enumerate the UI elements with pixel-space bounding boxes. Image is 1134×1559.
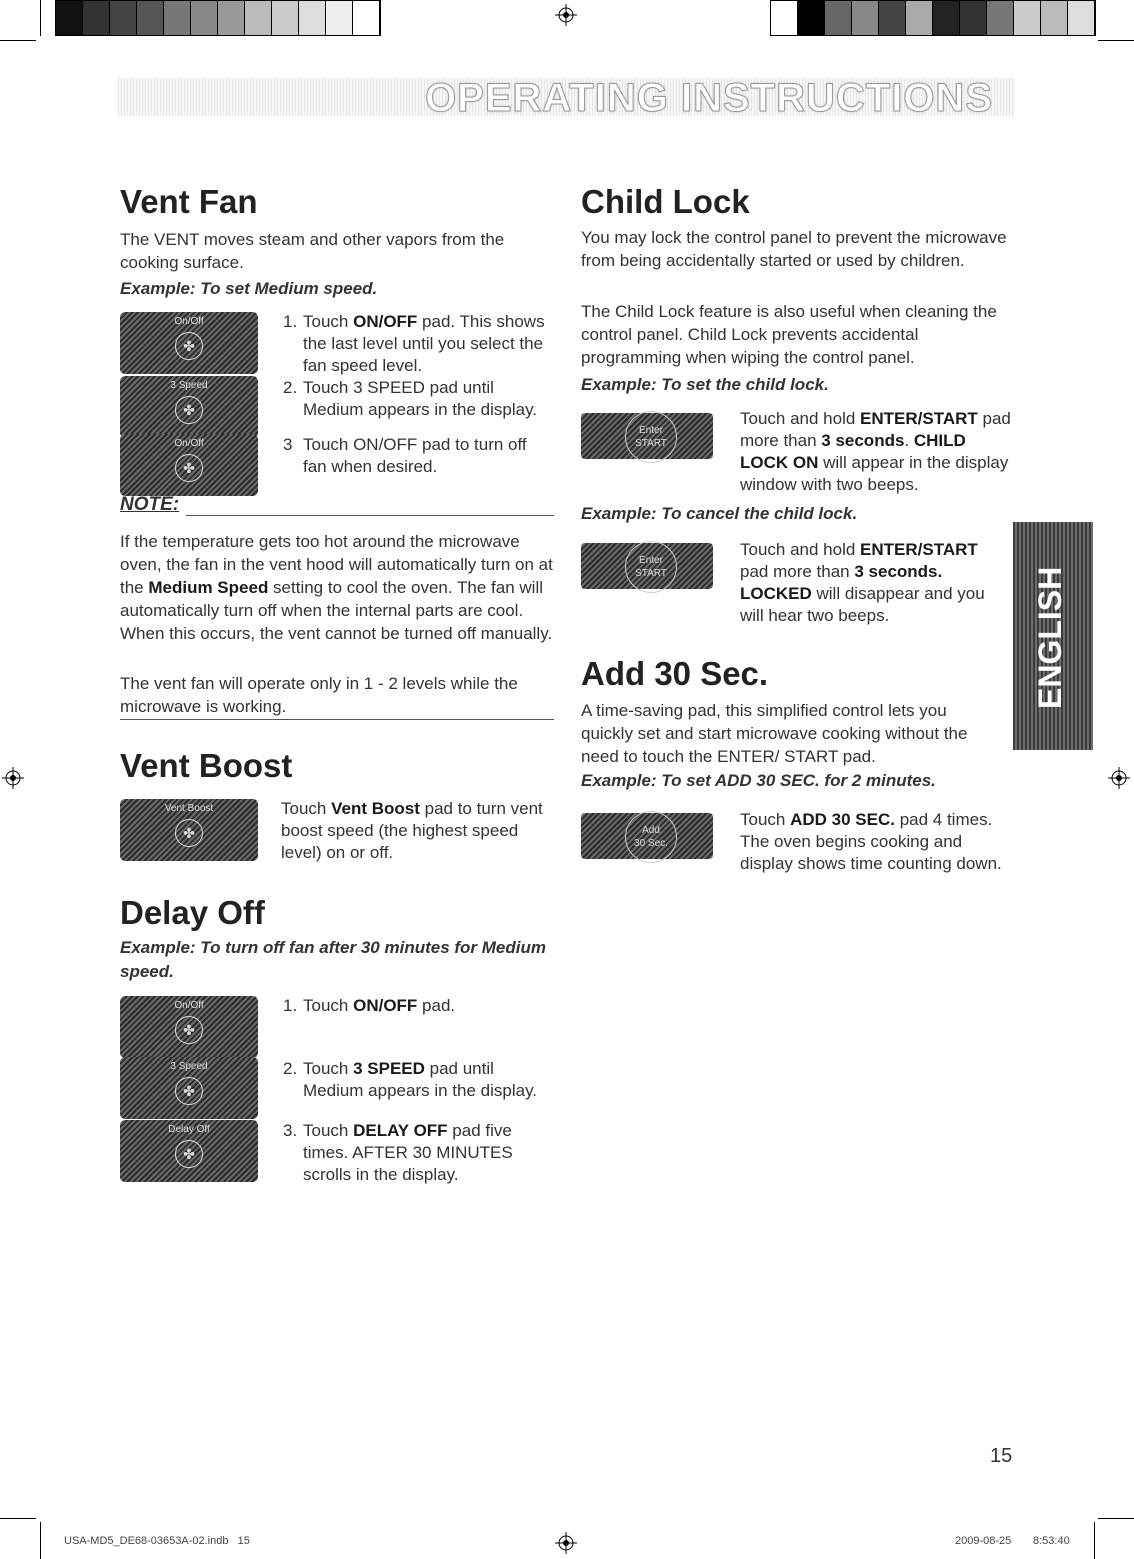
- step-number: 2.: [283, 378, 298, 397]
- trim-mark: [40, 1522, 41, 1559]
- note-label: NOTE:: [120, 494, 180, 515]
- pad-label-main: 30 Sec.: [634, 838, 668, 849]
- footer-file-name: USA-MD5_DE68-03653A-02.indb 15: [64, 1535, 250, 1547]
- vent-fan-step-3: [283, 434, 553, 478]
- fan-icon: ✤: [175, 332, 203, 360]
- registration-mark-icon: [2, 767, 24, 789]
- fan-icon: ✤: [175, 1140, 203, 1168]
- 3-speed-pad: [120, 376, 258, 438]
- page-title: OPERATING INSTRUCTIONS: [425, 76, 993, 120]
- fan-icon: ✤: [175, 1016, 203, 1044]
- step-text: Touch 3 SPEED pad until Medium appears in the display.: [303, 378, 538, 419]
- delay-off-step-3: 3. Touch DELAY OFF pad five times. AFTER 30 MINUTES scrolls in the display.: [283, 1121, 513, 1184]
- fan-icon: ✤: [175, 454, 203, 482]
- pad-label: Delay Off: [168, 1124, 210, 1135]
- pad-label-main: START: [635, 438, 667, 449]
- on-off-pad: [120, 434, 258, 496]
- fan-icon: ✤: [175, 1077, 203, 1105]
- vent-fan-step-2: [283, 377, 553, 421]
- on-off-pad: [120, 312, 258, 374]
- enter-start-pad-circle: [625, 411, 677, 463]
- add30-text: Touch ADD 30 SEC. pad 4 times. The oven begins cooking and display shows time counting down.: [740, 810, 1002, 873]
- pad-label: On/Off: [174, 316, 204, 327]
- vent-fan-intro: The VENT moves steam and other vapors from the cooking surface.: [120, 230, 505, 272]
- vent-fan-example: Example: To set Medium speed.: [120, 279, 378, 298]
- enter-start-pad: [581, 413, 713, 459]
- pad-label: On/Off: [174, 1000, 204, 1011]
- step-number: 3: [283, 435, 293, 454]
- language-tab-label: ENGLISH: [1032, 566, 1068, 710]
- add30-intro: A time-saving pad, this simplified control lets you quickly set and start microwave cooking without the need to touch the ENTER/ START pad.: [581, 701, 968, 766]
- add30-heading: Add 30 Sec.: [581, 655, 769, 692]
- 3-speed-pad: [120, 1057, 258, 1119]
- page-number: 15: [990, 1445, 1013, 1467]
- footer-time: 8:53:40: [1033, 1535, 1070, 1547]
- pad-label-top: Enter: [639, 425, 663, 436]
- pad-label: 3 Speed: [170, 380, 208, 391]
- pad-label-top: Enter: [639, 555, 663, 566]
- child-lock-set-text: Touch and hold ENTER/START pad more than 3 seconds. CHILD LOCK ON will appear in the display window with two beeps.: [740, 409, 1011, 494]
- step-number: 1.: [283, 996, 298, 1015]
- pad-label: On/Off: [174, 438, 204, 449]
- delay-off-pad: [120, 1120, 258, 1182]
- pad-label: Vent Boost: [164, 803, 214, 814]
- step-number: 1.: [283, 312, 298, 331]
- child-lock-cancel-example: Example: To cancel the child lock.: [581, 504, 858, 523]
- child-lock-set-example: Example: To set the child lock.: [581, 375, 829, 394]
- delay-off-example: Example: To turn off fan after 30 minutes for Medium speed.: [120, 938, 546, 981]
- trim-mark: [40, 0, 41, 36]
- add30-example: Example: To set ADD 30 SEC. for 2 minutes.: [581, 771, 936, 790]
- step-number: 3.: [283, 1121, 298, 1140]
- delay-off-step-2: 2. Touch 3 SPEED pad until Medium appears in the display.: [283, 1059, 538, 1100]
- step-number: 2.: [283, 1059, 298, 1078]
- trim-mark: [1098, 1518, 1134, 1519]
- on-off-pad: [120, 996, 258, 1058]
- color-bar-left: [55, 0, 381, 36]
- enter-start-pad-circle: [625, 541, 677, 593]
- child-lock-cancel-text: Touch and hold ENTER/START pad more than 3 seconds. LOCKED will disappear and you will hear two beeps.: [740, 540, 985, 625]
- add-30-sec-pad: [581, 813, 713, 859]
- pad-label-top: Add: [642, 825, 660, 836]
- pad-label: 3 Speed: [170, 1061, 208, 1072]
- footer-date: 2009-08-25: [955, 1535, 1012, 1547]
- note-rule: [186, 515, 554, 516]
- fan-icon: ✤: [175, 396, 203, 424]
- registration-mark-icon: [555, 4, 577, 26]
- registration-mark-icon: [555, 1532, 577, 1554]
- delay-off-step-1: 1. Touch ON/OFF pad.: [283, 996, 456, 1015]
- child-lock-p1: You may lock the control panel to prevent the microwave from being accidentally started or used by children.: [581, 228, 1007, 270]
- delay-off-heading: Delay Off: [120, 894, 265, 931]
- fan-icon: ✤: [175, 819, 203, 847]
- add-30-sec-pad-circle: [625, 811, 677, 863]
- child-lock-heading: Child Lock: [581, 183, 750, 220]
- registration-mark-icon: [1108, 767, 1130, 789]
- vent-boost-heading: Vent Boost: [120, 747, 293, 784]
- pad-label-main: START: [635, 568, 667, 579]
- enter-start-pad: [581, 543, 713, 589]
- trim-mark: [0, 1518, 36, 1519]
- step-text: Touch ON/OFF pad to turn off fan when desired.: [303, 435, 527, 476]
- trim-mark: [1094, 0, 1095, 36]
- note-end-rule: [120, 719, 554, 720]
- header-banner: [118, 76, 1015, 120]
- vent-boost-text: Touch Vent Boost pad to turn vent boost speed (the highest speed level) on or off.: [281, 799, 543, 862]
- trim-mark: [1098, 40, 1134, 41]
- vent-fan-heading: Vent Fan: [120, 183, 258, 220]
- note-paragraph-2: The vent fan will operate only in 1 - 2 levels while the microwave is working.: [120, 674, 518, 716]
- vent-boost-pad: [120, 799, 258, 861]
- trim-mark: [1094, 1522, 1095, 1559]
- trim-mark: [0, 40, 36, 41]
- note-paragraph-1: If the temperature gets too hot around the microwave oven, the fan in the vent hood will automatically turn on at the Medium Speed setting to cool the oven. The fan will automatically turn off when the internal parts are cool. When this occurs, the vent cannot be turned off manually.: [120, 532, 553, 643]
- color-bar-right: [770, 0, 1096, 36]
- vent-fan-step-1: 1. Touch ON/OFF pad. This shows the last level until you select the fan speed level.: [283, 312, 545, 375]
- child-lock-p2: The Child Lock feature is also useful when cleaning the control panel. Child Lock prevents accidental programming when wiping the control panel.: [581, 302, 997, 367]
